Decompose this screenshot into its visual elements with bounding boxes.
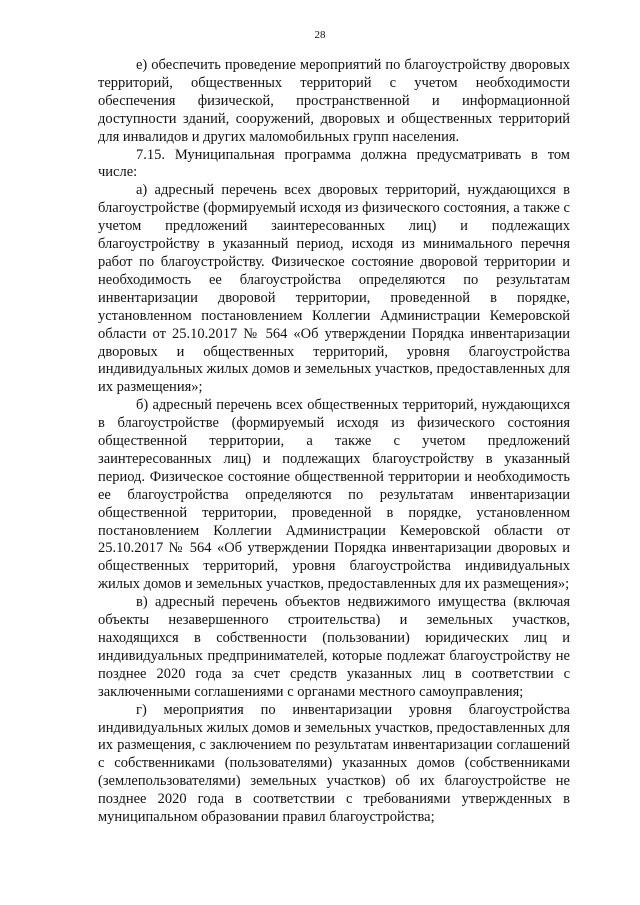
paragraph-7-15: 7.15. Муниципальная программа должна предусматривать в том числе: <box>98 146 570 181</box>
paragraph-g: г) мероприятия по инвентаризации уровня благоустройства индивидуальных жилых домов и земельных участков, предоставленных для их размещения, с заключением по результатам инвентаризации соглашений с собственниками (пользователями) указанных домов (собственниками (землепользователями) земельных участков) об их благоустройстве не позднее 2020 года в соответствии с требованиями утвержденных в муниципальном образовании правил благоустройства; <box>98 701 570 826</box>
paragraph-b: б) адресный перечень всех общественных территорий, нуждающихся в благоустройстве (формируемый исходя из физического состояния общественной территории, а также с учетом предложений заинтересованных лиц) и подлежащих благоустройству в указанный период. Физическое состояние общественной территории и необходимость ее благоустройства определяются по результатам инвентаризации общественной территории, проведенной в порядке, установленном постановлением Коллегии Администрации Кемеровской области от 25.10.2017 № 564 «Об утверждении Порядка инвентаризации дворовых и общественных территорий, уровня благоустройства индивидуальных жилых домов и земельных участков, предоставленных для их размещения»; <box>98 397 570 593</box>
paragraph-v: в) адресный перечень объектов недвижимого имущества (включая объекты незавершенного строительства) и земельных участков, находящихся в собственности (пользовании) юридических лиц и индивидуальных предпринимателей, которые подлежат благоустройству не позднее 2020 года за счет средств указанных лиц в соответствии с заключенными соглашениями с органами местного самоуправления; <box>98 594 570 700</box>
page-number: 28 <box>314 29 326 41</box>
document-body <box>98 57 570 827</box>
paragraph-e: е) обеспечить проведение мероприятий по благоустройству дворовых территорий, общественных территорий с учетом необходимости обеспечения физической, пространственной и информационной доступности зданий, сооружений, дворовых и общественных территорий для инвалидов и других маломобильных групп населения. <box>98 57 570 145</box>
paragraph-a: а) адресный перечень всех дворовых территорий, нуждающихся в благоустройстве (формируемый исходя из физического состояния, а также с учетом предложений заинтересованных лиц) и подлежащих благоустройству в указанный период, исходя из минимального перечня работ по благоустройству. Физическое состояние дворовой территории и необходимость ее благоустройства определяются по результатам инвентаризации дворовой территории, проведенной в порядке, установленном постановлением Коллегии Администрации Кемеровской области от 25.10.2017 № 564 «Об утверждении Порядка инвентаризации дворовых и общественных территорий, уровня благоустройства индивидуальных жилых домов и земельных участков, предоставленных для их размещения»; <box>98 182 570 396</box>
